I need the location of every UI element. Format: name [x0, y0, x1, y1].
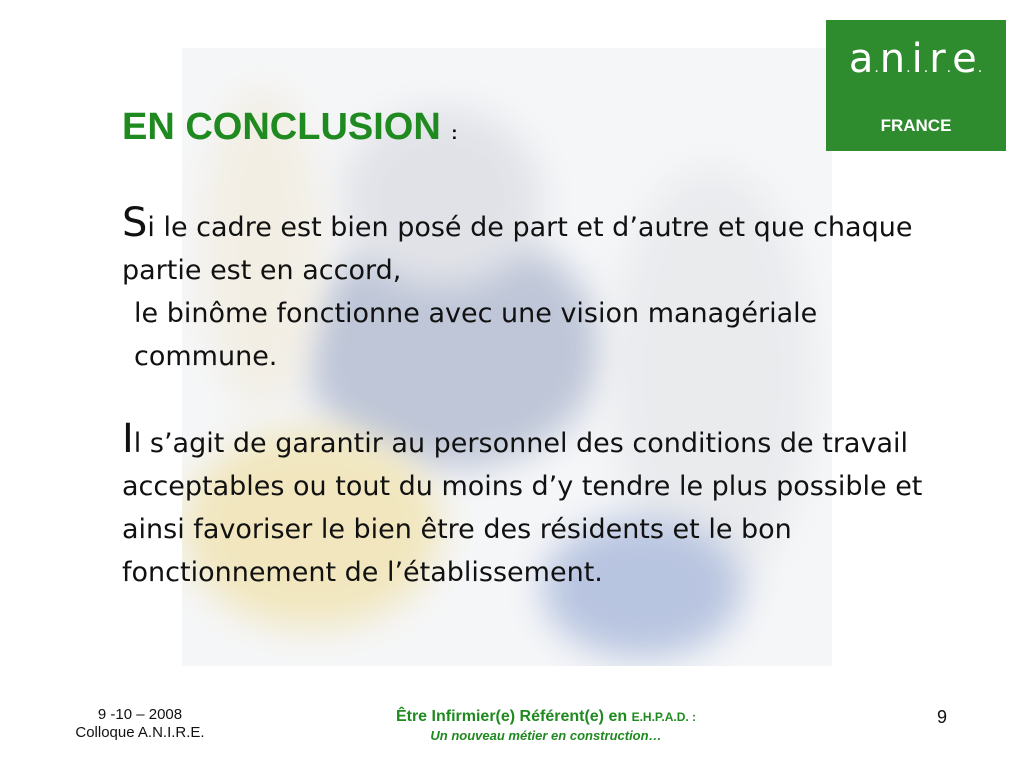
logo-letter: a	[848, 36, 875, 82]
logo-letter: e	[952, 36, 978, 82]
paragraph-2	[122, 418, 962, 594]
title-text: EN CONCLUSION	[122, 106, 441, 148]
logo-dot: .	[874, 60, 880, 76]
paragraph-2-text: l s’agit de garantir au personnel des conditions de travail acceptables ou tout du moins d’y tendre le plus possible et ainsi favoriser le bien être des résidents et le bon fonctionnement de l’établissement.	[122, 428, 923, 588]
footer-title-acronym: E.H.P.A.D. :	[631, 710, 697, 724]
footer-date-event	[55, 706, 225, 742]
logo-letter: i	[911, 36, 924, 82]
logo-dot: .	[906, 60, 912, 76]
logo-letter: r	[929, 36, 947, 82]
logo-letter: n	[879, 36, 907, 82]
footer-title-line-1	[300, 708, 792, 726]
title-colon: :	[451, 123, 458, 143]
logo-country: FRANCE	[880, 116, 952, 135]
anire-logo	[826, 20, 1006, 151]
footer-subtitle: Un nouveau métier en construction…	[430, 728, 662, 743]
logo-dot: .	[977, 60, 984, 76]
paragraph-1-line-2: le binôme fonctionne avec une vision managériale commune.	[134, 298, 818, 372]
logo-dot: .	[923, 60, 930, 76]
footer-event: Colloque A.N.I.R.E.	[75, 724, 205, 741]
slide-title	[122, 106, 457, 149]
footer-title-main: Être Infirmier(e) Référent(e) en	[395, 708, 628, 725]
dropcap-s: S	[122, 200, 148, 246]
logo-wordmark	[826, 36, 1006, 91]
dropcap-i: I	[122, 416, 134, 462]
paragraph-1	[122, 202, 962, 378]
footer-date: 9 -10 – 2008	[97, 706, 183, 723]
paragraph-1-line-1: i le cadre est bien posé de part et d’autre et que chaque partie est en accord,	[122, 212, 913, 286]
logo-dot: .	[946, 60, 953, 76]
page-number: 9	[936, 707, 947, 727]
footer-title	[300, 708, 792, 746]
